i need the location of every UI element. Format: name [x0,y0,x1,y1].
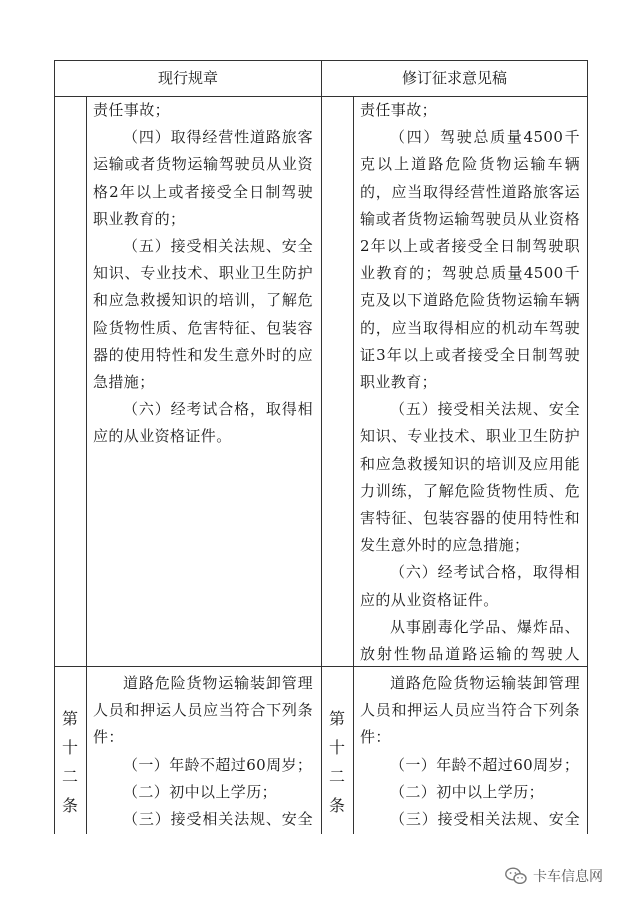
center-column-divider [321,60,322,834]
paragraph: （六）经考试合格，取得相应的从业资格证件。 [360,563,580,609]
article-label-char: 二 [328,767,345,786]
header-revised-draft: 修订征求意见稿 [401,69,507,87]
paragraph: （五）接受相关法规、安全知识、专业技术、职业卫生防护和应急救援知识的培训及应用能力训练，了解危险货物性质、危害特征、包装容器的使用特性和发生意外时的应急措施； [360,400,580,555]
paragraph: 从事剧毒化学品、爆炸品、放射性物品道路运输的驾驶人 [360,617,580,664]
paragraph: 责任事故； [93,101,171,119]
paragraph: 责任事故； [360,101,438,119]
paragraph: 道路危险货物运输装卸管理人员和押运人员应当符合下列条件： [93,674,313,747]
watermark-text: 卡车信息网 [533,869,603,885]
paragraph: （四）取得经营性道路旅客运输或者货物运输驾驶员从业资格2年以上或者接受全日制驾驶职业教育的； [93,128,313,228]
article-column-divider-left [86,96,87,834]
article-label-char: 十 [61,738,78,757]
paragraph: 道路危险货物运输装卸管理人员和押运人员应当符合下列条件： [360,674,580,747]
paragraph: （五）接受相关法规、安全知识、专业技术、职业卫生防护和应急救援知识的培训，了解危险货物性质、危害特征、包装容器的使用特性和发生意外时的应急措施； [93,237,313,392]
paragraph: （四）驾驶总质量4500千克以上道路危险货物运输车辆的，应当取得经营性道路旅客运输或者货物运输驾驶员从业资格2年以上或者接受全日制驾驶职业教育的；驾驶总质量4500千克及以下道路危险货物运输车辆的，应当取得相应的机动车驾驶证3年以上或者接受全日制驾驶职业教育； [360,128,580,392]
article-label-right [325,704,349,820]
table-border-left [54,60,55,834]
paragraph: （三）接受相关法规、安全 [123,810,313,829]
paragraph: （一）年龄不超过60周岁； [390,755,580,774]
article-column-divider-right [353,96,354,834]
article-label-char: 十 [328,738,345,757]
paragraph: （六）经考试合格，取得相应的从业资格证件。 [93,400,313,446]
paragraph: （一）年龄不超过60周岁； [123,755,313,774]
row2-current-text [93,670,313,833]
article-label-char: 条 [61,796,78,815]
watermark [505,864,603,888]
article-label-char: 第 [328,709,345,728]
article-label-char: 条 [328,796,345,815]
article-label-char: 二 [61,767,78,786]
header-current-rules: 现行规章 [157,69,218,87]
article-label-char: 第 [61,709,78,728]
table-border-right [587,60,588,834]
row2-revised-text [360,670,580,833]
wechat-icon [505,867,527,885]
paragraph: （二）初中以上学历； [123,782,278,801]
paragraph: （二）初中以上学历； [390,782,545,801]
paragraph: （三）接受相关法规、安全 [390,810,580,829]
row1-revised-text [360,97,580,665]
row1-current-text [93,97,313,665]
article-label-left [58,704,82,820]
